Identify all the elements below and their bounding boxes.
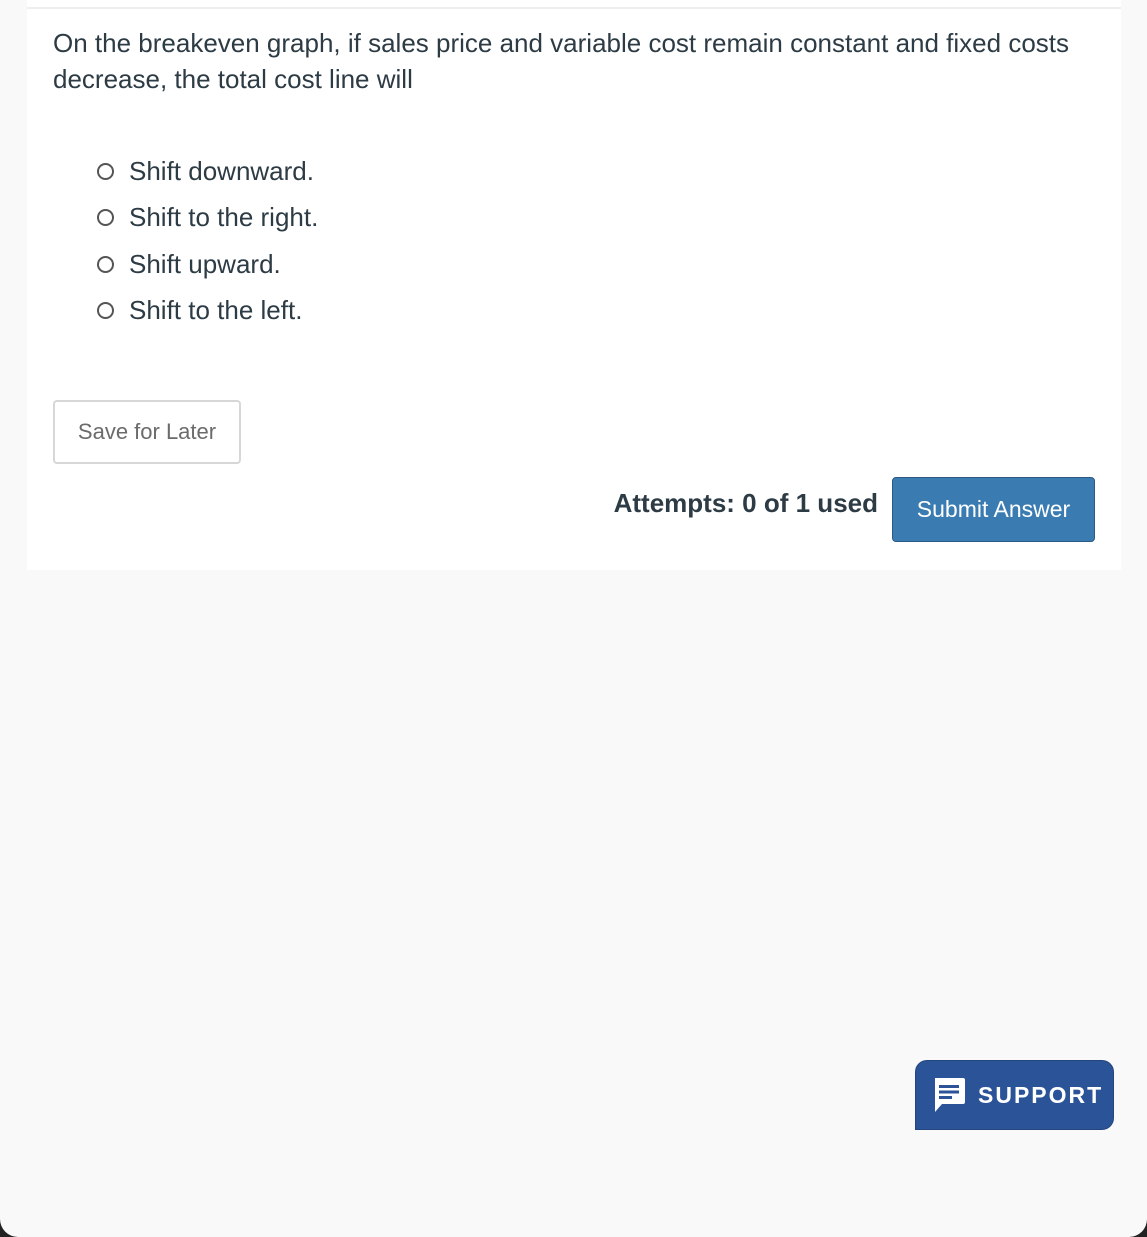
answer-options	[97, 148, 318, 334]
answer-option-2[interactable]	[97, 195, 318, 242]
card-divider	[27, 7, 1121, 9]
answer-option-label: Shift to the right.	[129, 202, 319, 233]
radio-button[interactable]	[97, 209, 114, 226]
answer-option-1[interactable]	[97, 148, 318, 195]
question-card	[27, 0, 1121, 570]
save-for-later-button[interactable]: Save for Later	[53, 400, 241, 464]
support-button[interactable]	[915, 1060, 1114, 1130]
radio-button[interactable]	[97, 256, 114, 273]
answer-option-label: Shift upward.	[129, 248, 281, 279]
answer-option-label: Shift to the left.	[129, 295, 303, 326]
radio-button[interactable]	[97, 302, 114, 319]
answer-option-3[interactable]	[97, 241, 318, 288]
answer-option-label: Shift downward.	[129, 155, 314, 186]
chat-icon	[932, 1076, 966, 1114]
support-label: SUPPORT	[978, 1081, 1104, 1108]
submit-answer-button[interactable]: Submit Answer	[892, 477, 1095, 542]
question-text: On the breakeven graph, if sales price and variable cost remain constant and fixed costs decrease, the total cost line will	[53, 28, 1070, 94]
attempts-counter: Attempts: 0 of 1 used	[613, 488, 878, 518]
radio-button[interactable]	[97, 163, 114, 180]
answer-option-4[interactable]	[97, 288, 318, 335]
